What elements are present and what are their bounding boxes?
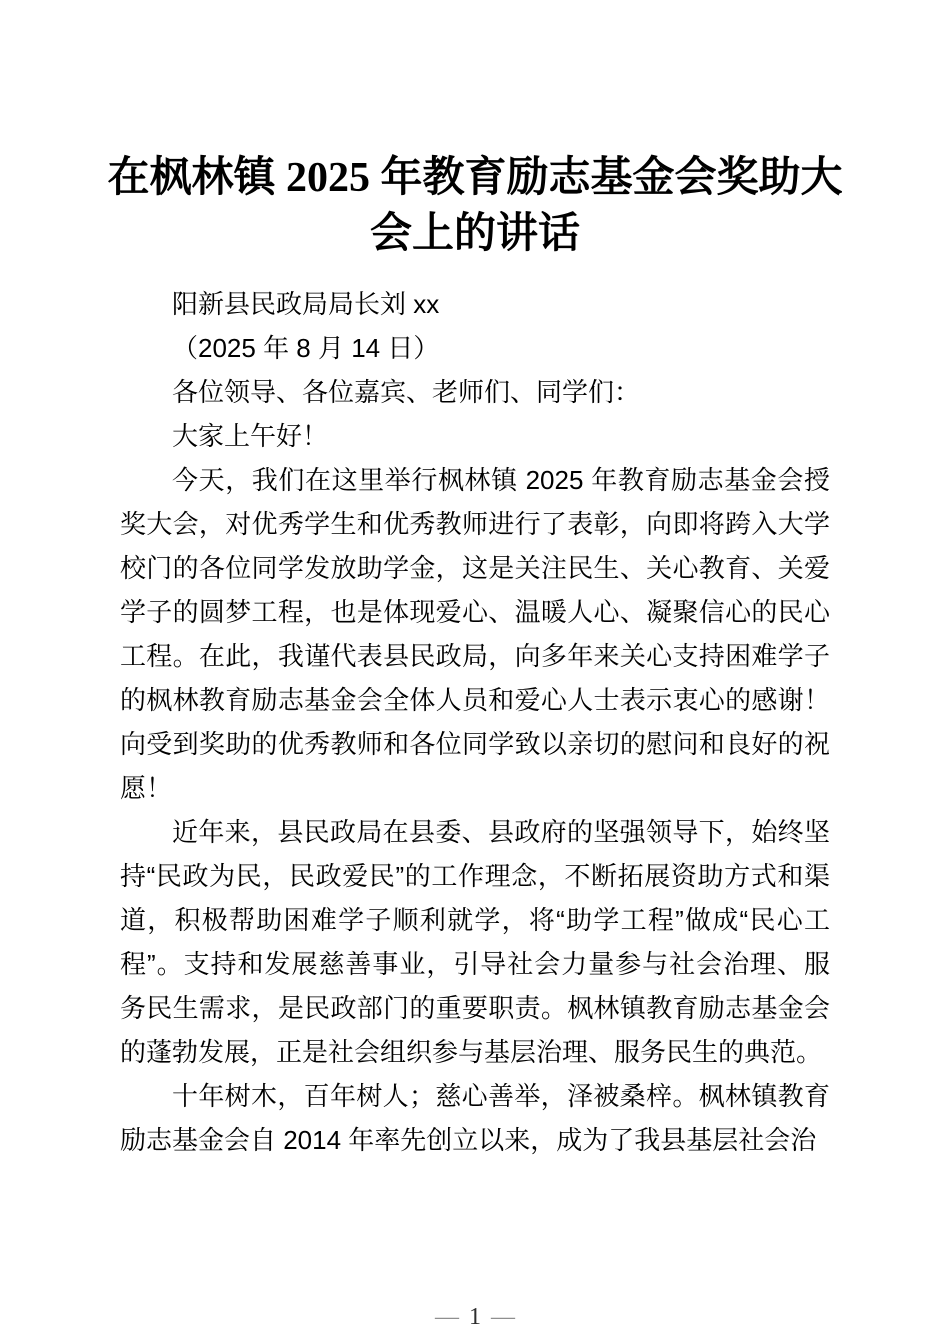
page-footer [0, 1302, 950, 1332]
byline: 阳新县民政局局长刘 xx [172, 289, 440, 319]
footer-dash-left: — [435, 1304, 459, 1330]
date-line: （2025 年 8 月 14 日） [172, 333, 440, 363]
paragraph-3: 十年树木，百年树人；慈心善举，泽被桑梓。枫林镇教育励志基金会自 2014 年率先创立以来，成为了我县基层社会治 [120, 1081, 830, 1155]
footer-dash-right: — [491, 1304, 515, 1330]
paragraph-2: 近年来，县民政局在县委、县政府的坚强领导下，始终坚持“民政为民，民政爱民”的工作理念，不断拓展资助方式和渠道，积极帮助困难学子顺利就学，将“助学工程”做成“民心工程”。支持和发展慈善事业，引导社会力量参与社会治理、服务民生需求，是民政部门的重要职责。枫林镇教育励志基金会的蓬勃发展，正是社会组织参与基层治理、服务民生的典范。 [120, 817, 830, 1067]
paragraph-1: 今天，我们在这里举行枫林镇 2025 年教育励志基金会授奖大会，对优秀学生和优秀教师进行了表彰，向即将跨入大学校门的各位同学发放助学金，这是关注民生、关心教育、关爱学子的圆梦工程，也是体现爱心、温暖人心、凝聚信心的民心工程。在此，我谨代表县民政局，向多年来关心支持困难学子的枫林教育励志基金会全体人员和爱心人士表示衷心的感谢！向受到奖助的优秀教师和各位同学致以亲切的慰问和良好的祝愿！ [120, 465, 830, 803]
page-number: 1 [469, 1304, 481, 1330]
salutation-line: 大家上午好！ [172, 421, 329, 451]
greeting-line: 各位领导、各位嘉宾、老师们、同学们： [172, 377, 641, 407]
document-title: 在枫林镇 2025 年教育励志基金会奖助大会上的讲话 [107, 155, 843, 257]
